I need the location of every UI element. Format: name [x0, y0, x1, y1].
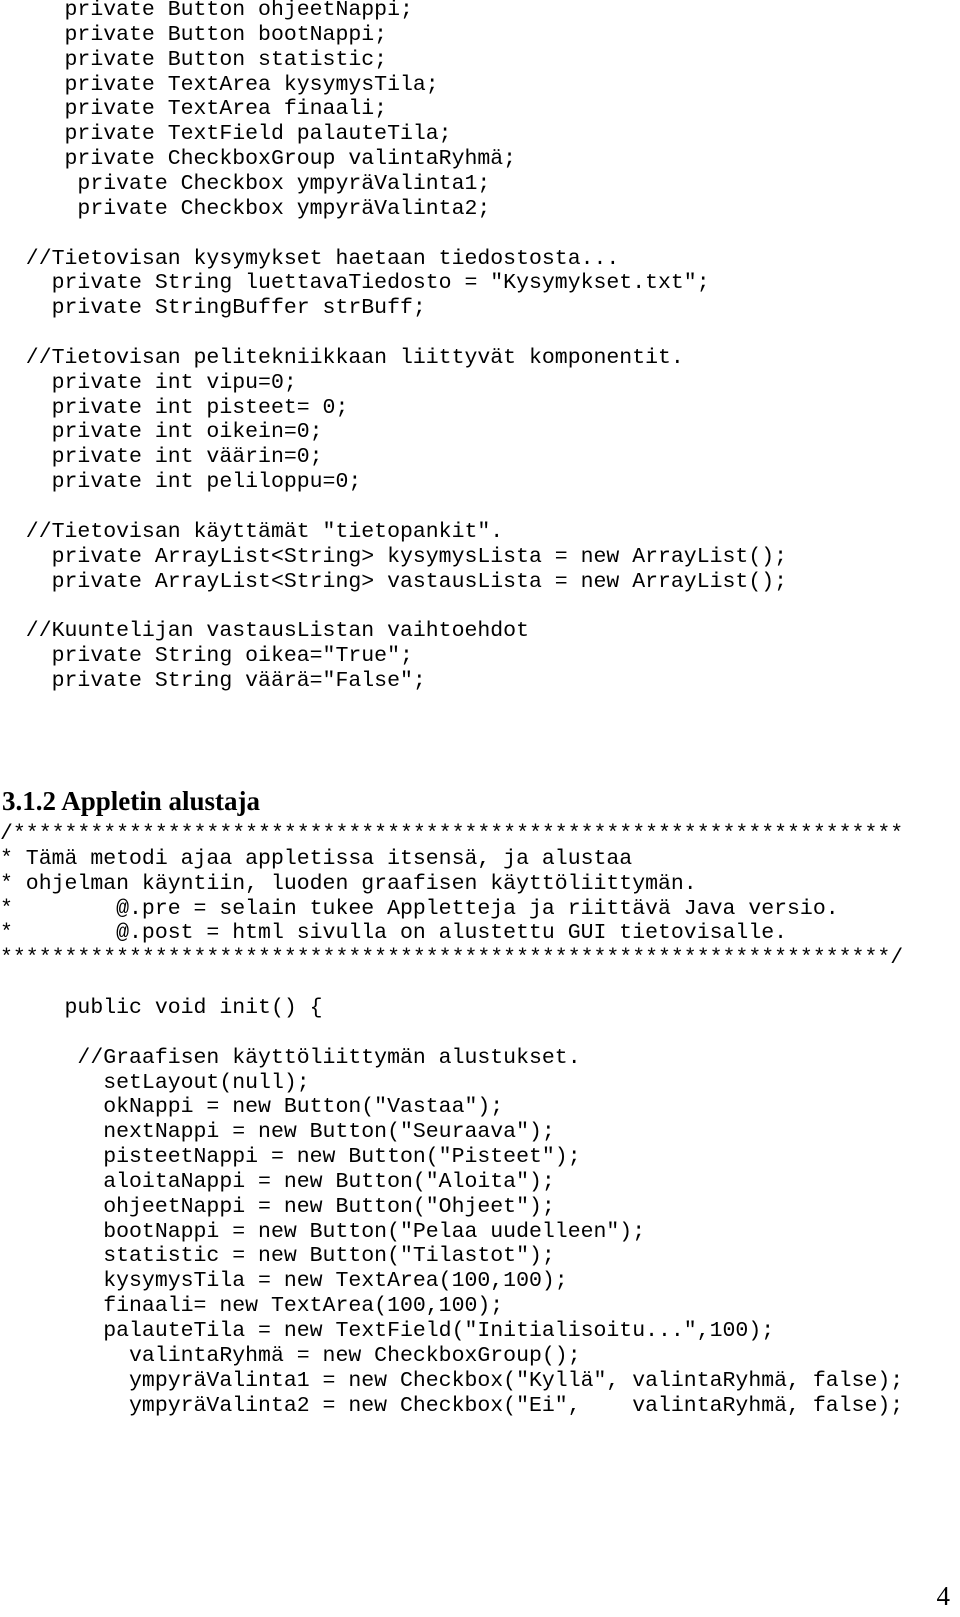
code-line: private int väärin=0; — [0, 445, 323, 470]
code-line: * Tämä metodi ajaa appletissa itsensä, ja alustaa — [0, 846, 633, 871]
code-line: private TextArea kysymysTila; — [0, 72, 439, 97]
code-line: palauteTila = new TextField("Initialisoitu...",100); — [0, 1319, 775, 1343]
code-line: ohjeetNappi = new Button("Ohjeet"); — [0, 1194, 555, 1219]
code-line: //Tietovisan kysymykset haetaan tiedostosta... — [0, 246, 620, 271]
code-line: //Kuuntelijan vastausListan vaihtoehdot — [0, 619, 529, 644]
code-line: //Tietovisan käyttämät "tietopankit". — [0, 519, 504, 544]
code-line: private int oikein=0; — [0, 420, 323, 445]
code-line: * @.pre = selain tukee Appletteja ja riittävä Java versio. — [0, 896, 839, 921]
code-line: ympyräValinta2 = new Checkbox("Ei", valintaRyhmä, false); — [0, 1393, 904, 1418]
code-line: ympyräValinta1 = new Checkbox("Kyllä", valintaRyhmä, false); — [0, 1368, 904, 1393]
code-line: private Checkbox ympyräValinta1; — [0, 171, 491, 196]
code-line: private CheckboxGroup valintaRyhmä; — [0, 147, 517, 172]
section-heading: 3.1.2 Appletin alustaja — [2, 786, 261, 816]
code-line: kysymysTila = new TextArea(100,100); — [0, 1269, 568, 1294]
code-line: bootNappi = new Button("Pelaa uudelleen"); — [0, 1219, 646, 1244]
code-line: //Tietovisan pelitekniikkaan liittyvät komponentit. — [0, 345, 684, 370]
code-line: //Graafisen käyttöliittymän alustukset. — [0, 1045, 581, 1070]
code-line: private Button ohjeetNappi; — [0, 0, 413, 22]
code-line: private Button statistic; — [0, 47, 388, 72]
code-line: pisteetNappi = new Button("Pisteet"); — [0, 1145, 581, 1170]
code-line: * @.post = html sivulla on alustettu GUI tietovisalle. — [0, 921, 788, 946]
code-line: private TextField palauteTila; — [0, 122, 452, 147]
code-line: private String väärä="False"; — [0, 668, 426, 693]
code-line: aloitaNappi = new Button("Aloita"); — [0, 1169, 555, 1194]
code-line: nextNappi = new Button("Seuraava"); — [0, 1120, 555, 1145]
code-line: public void init() { — [0, 995, 323, 1020]
code-line: setLayout(null); — [0, 1070, 310, 1095]
code-line: finaali= new TextArea(100,100); — [0, 1294, 504, 1319]
code-line: private TextArea finaali; — [0, 97, 388, 122]
page-number: 4 — [936, 1581, 950, 1611]
code-line: *********************************************************************/ — [0, 946, 904, 971]
code-line: private ArrayList<String> vastausLista = new ArrayList(); — [0, 569, 788, 594]
code-line: okNappi = new Button("Vastaa"); — [0, 1095, 504, 1120]
code-line: private ArrayList<String> kysymysLista = new ArrayList(); — [0, 544, 788, 569]
code-line: private String luettavaTiedosto = "Kysymykset.txt"; — [0, 271, 710, 296]
code-line: /********************************************************************* — [0, 822, 904, 846]
code-line: valintaRyhmä = new CheckboxGroup(); — [0, 1343, 581, 1368]
code-line: private int vipu=0; — [0, 370, 297, 395]
code-line: statistic = new Button("Tilastot"); — [0, 1244, 555, 1269]
code-line: * ohjelman käyntiin, luoden graafisen käyttöliittymän. — [0, 871, 697, 896]
code-line: private int peliloppu=0; — [0, 470, 362, 495]
code-line: private Checkbox ympyräValinta2; — [0, 196, 491, 221]
code-line: private Button bootNappi; — [0, 22, 388, 47]
code-line: private int pisteet= 0; — [0, 395, 349, 420]
code-line: private String oikea="True"; — [0, 644, 413, 669]
code-line: private StringBuffer strBuff; — [0, 296, 426, 321]
